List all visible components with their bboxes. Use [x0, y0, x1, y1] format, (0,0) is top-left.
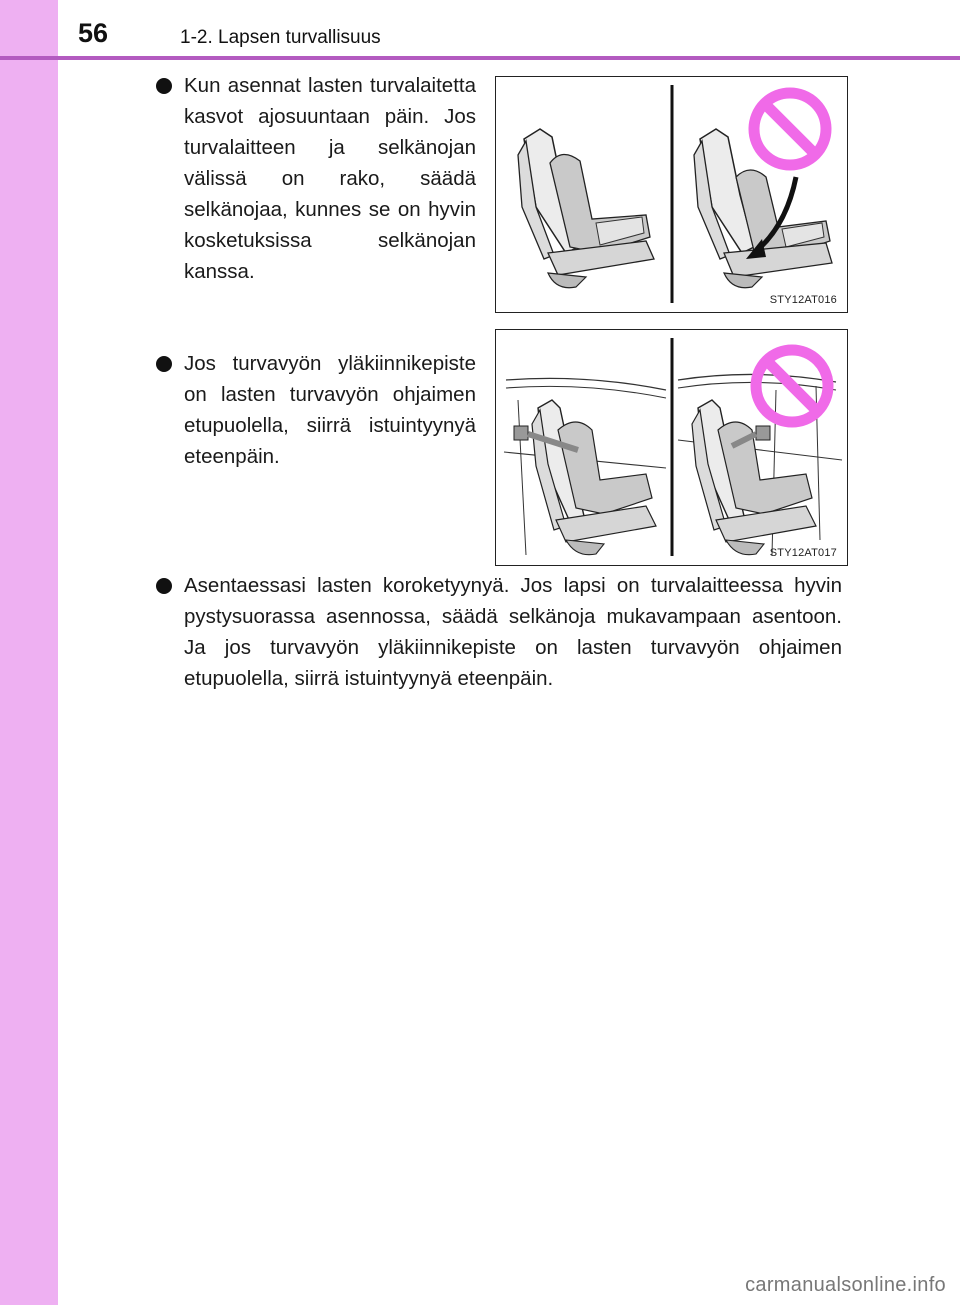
bullet-text: Asentaessasi lasten koroketyynyä. Jos lapsi on turvalaitteessa hyvin pystysuorassa asennossa, säädä selkänoja mukavampaan asentoon. Ja jos turvavyön yläkiinnikepiste on lasten turvavyön ohjaimen etupuolella, siirrä istuintyynyä eteenpäin. — [184, 574, 842, 690]
prohibition-icon — [756, 350, 828, 422]
header-rule — [0, 56, 960, 60]
bullet-text: Jos turvavyön yläkiinnikepiste on lasten turvavyön ohjaimen etupuolella, siirrä istuintyynyä eteenpäin. — [184, 352, 476, 468]
bullet-item — [156, 348, 476, 472]
page-number: 56 — [78, 18, 109, 48]
seatbelt-illustration — [496, 330, 846, 564]
bullet-item — [156, 570, 842, 694]
figure-code: STY12AT017 — [769, 547, 837, 559]
sidebar-tab — [0, 0, 58, 1305]
figure-seatbelt-anchor — [495, 329, 848, 566]
prohibition-icon — [754, 93, 826, 165]
bullet-text: Kun asennat lasten turvalaitetta kasvot ajosuuntaan päin. Jos turvalaitteen ja selkänojan välissä on rako, säädä selkänojaa, kunnes se on hyvin kosketuksissa selkänojan kanssa. — [184, 74, 476, 283]
figure-seat-backrest — [495, 76, 848, 313]
bullet-dot — [156, 578, 172, 594]
bullet-dot — [156, 78, 172, 94]
seat-illustration — [496, 77, 846, 311]
watermark: carmanualsonline.info — [745, 1274, 946, 1296]
figure-code: STY12AT016 — [769, 294, 837, 306]
bullet-item — [156, 70, 476, 287]
section-title: 1-2. Lapsen turvallisuus — [180, 27, 381, 48]
bullet-dot — [156, 356, 172, 372]
